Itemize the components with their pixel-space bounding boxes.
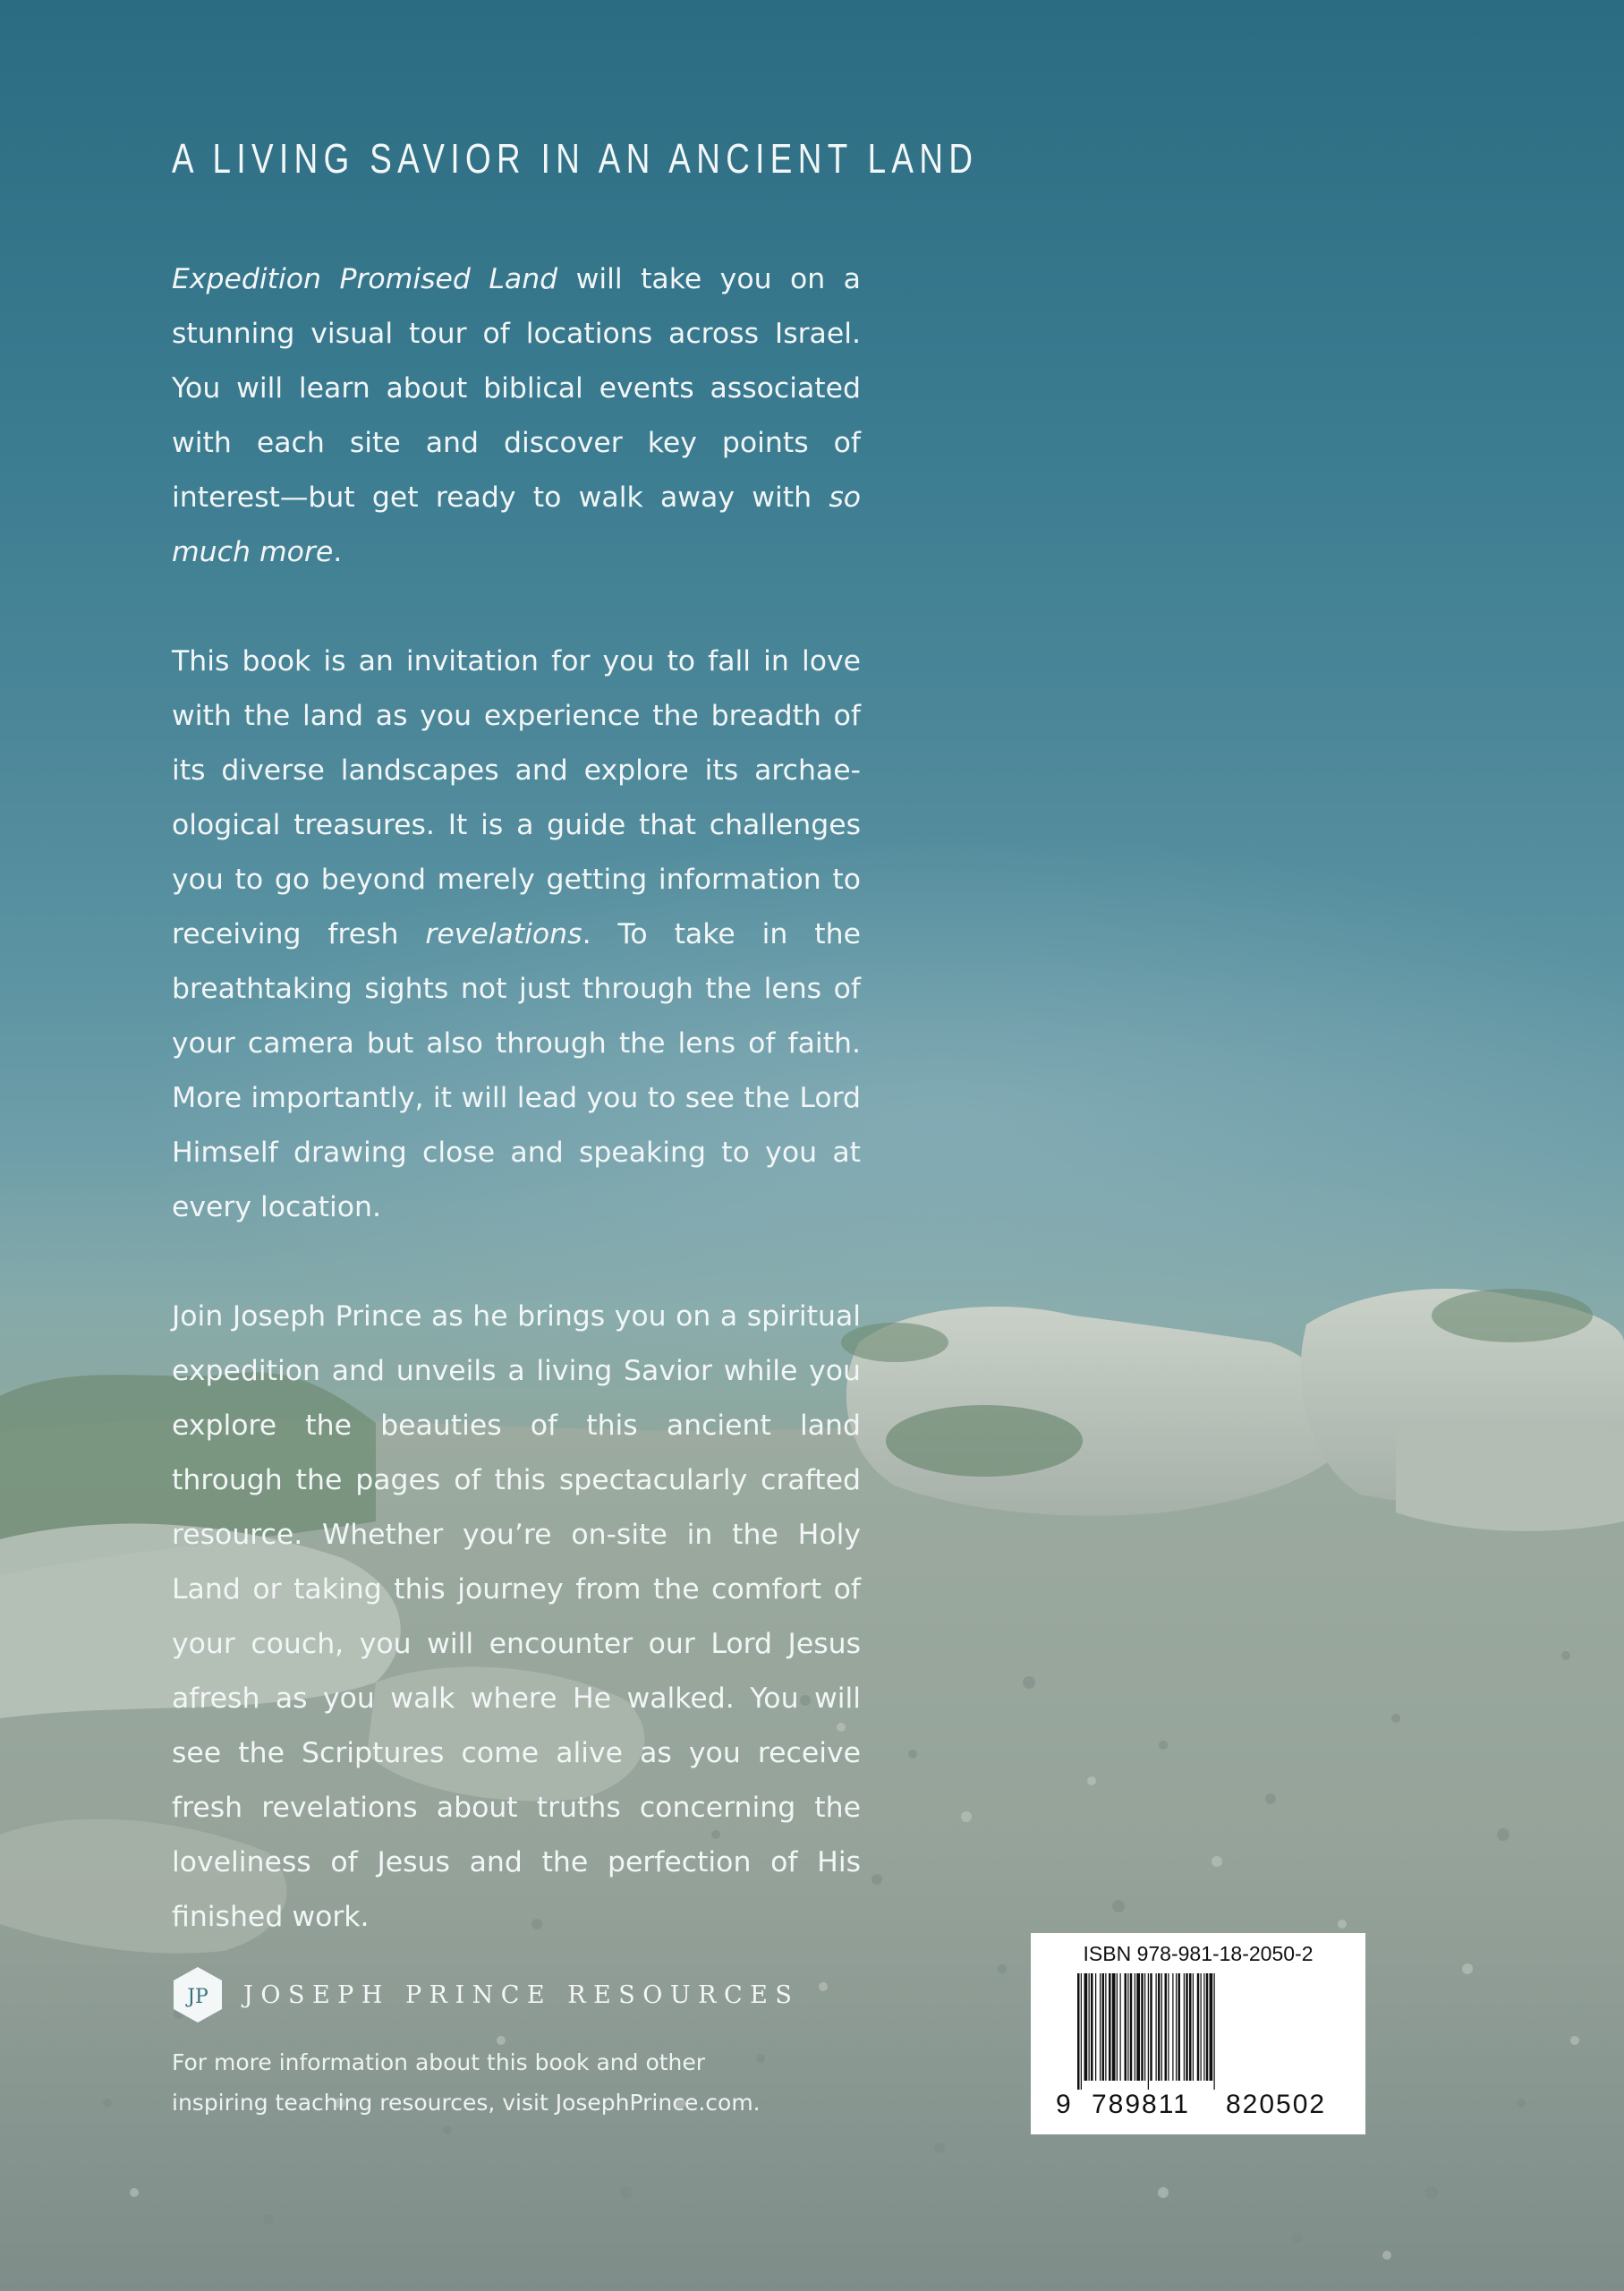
barcode-bar xyxy=(1127,1973,1128,2081)
barcode-bar xyxy=(1168,1973,1169,2081)
paragraph-2-text-continued: . To take in the breathtaking sights not just through the lens of your camera but also through the lens of faith. More importantly, it will lead you to see the Lord Himself drawing close and speaking to you at every location. xyxy=(172,918,861,1223)
paragraph-1-end: . xyxy=(333,536,343,568)
isbn-barcode xyxy=(1031,1933,1365,2134)
shrub-2 xyxy=(1432,1289,1593,1342)
barcode-bar xyxy=(1109,1973,1111,2081)
barcode-bar xyxy=(1201,1973,1202,2081)
publisher-info xyxy=(172,2042,798,2123)
barcode-bar xyxy=(1102,1973,1105,2081)
barcode-bar xyxy=(1176,1973,1177,2081)
paragraph-2-text: This book is an invitation for you to fall in love with the land as you experience the breadth of its diverse landscapes and explore its archaeological treasures. It is a guide that challenges you to go beyond merely getting information to receiving fresh xyxy=(172,645,861,950)
publisher-info-line-1: For more information about this book and other xyxy=(172,2049,706,2075)
isbn-label: ISBN 978-981-18-2050-2 xyxy=(1083,1942,1314,1965)
barcode-bar xyxy=(1100,1973,1101,2081)
barcode-bar xyxy=(1148,1973,1149,2090)
publisher-name: JOSEPH PRINCE RESOURCES xyxy=(243,1980,800,2009)
barcode-bar xyxy=(1206,1973,1209,2081)
barcode-bar xyxy=(1172,1973,1173,2081)
barcode-bar xyxy=(1210,1973,1213,2081)
barcode-bar xyxy=(1130,1973,1133,2081)
rock-front-right xyxy=(1396,1420,1624,1531)
book-title-italic: Expedition Promised Land xyxy=(172,263,558,295)
barcode-bar xyxy=(1156,1973,1157,2081)
barcode-digits-group-1: 789811 xyxy=(1092,2090,1190,2119)
back-cover-blurb xyxy=(172,252,861,1999)
barcode-bar xyxy=(1144,1973,1145,2081)
barcode-bar xyxy=(1186,1973,1188,2081)
barcode-bar xyxy=(1112,1973,1116,2081)
barcode-digit-first: 9 xyxy=(1056,2090,1071,2119)
paragraph-2-italic: revelations xyxy=(425,918,582,950)
barcode-bar xyxy=(1214,1973,1215,2090)
barcode-bar xyxy=(1197,1973,1200,2081)
publisher-info-line-2: inspiring teaching resources, visit JosephPrince.com. xyxy=(172,2090,761,2116)
headline: A LIVING SAVIOR IN AN ANCIENT LAND xyxy=(172,135,979,182)
barcode-bar xyxy=(1193,1973,1194,2081)
barcode-bar xyxy=(1120,1973,1121,2081)
barcode-bar xyxy=(1141,1973,1144,2081)
blurb-paragraph-3: Join Joseph Prince as he brings you on a spiritual expedition and unveils a living Savior while you explore the beauties of this ancient land through the pages of this spectacularly crafted resource. Whether you’re on-site in the Holy Land or taking this journey from the comfort of your couch, you will encounter our Lord Jesus afresh as you walk where He walked. You will see the Scriptures come alive as you receive fresh revelations about truths concerning the loveliness of Jesus and the perfection of His finished work. xyxy=(172,1300,861,1933)
barcode-bar xyxy=(1150,1973,1152,2081)
barcode-bar xyxy=(1095,1973,1096,2081)
barcode-bar xyxy=(1081,1973,1082,2090)
barcode-bar xyxy=(1084,1973,1088,2081)
barcode-bar xyxy=(1203,1973,1204,2081)
blurb-paragraph-1 xyxy=(172,252,861,580)
logo-letters: JP xyxy=(187,1986,208,2008)
barcode-bar xyxy=(1089,1973,1090,2081)
shrub-1 xyxy=(886,1405,1083,1477)
barcode-bar xyxy=(1077,1973,1080,2090)
barcode-bars xyxy=(1077,1973,1346,2090)
barcode-bar xyxy=(1184,1973,1185,2081)
publisher-brand xyxy=(172,1966,799,2023)
barcode-bar xyxy=(1158,1973,1161,2081)
paragraph-1-text: will take you on a stunning visual tour of locations across Israel. You will learn about biblical events associated with each site and discover key points of interest—but get ready to walk away with xyxy=(172,263,861,514)
barcode-bar xyxy=(1178,1973,1181,2081)
barcode-digits-group-2: 820502 xyxy=(1226,2090,1327,2119)
barcode-bar xyxy=(1117,1973,1118,2081)
barcode-bar xyxy=(1105,1973,1106,2081)
barcode-bar xyxy=(1125,1973,1127,2081)
barcode-bar xyxy=(1161,1973,1162,2081)
blurb-paragraph-2 xyxy=(172,634,861,1235)
barcode-bar xyxy=(1165,1973,1168,2081)
barcode-bar xyxy=(1189,1973,1192,2081)
publisher-logo-icon xyxy=(172,1966,224,2023)
paragraph-1-italic-end: so much more xyxy=(172,481,861,568)
barcode-bar xyxy=(1136,1973,1140,2081)
barcode-bar xyxy=(1091,1973,1093,2081)
